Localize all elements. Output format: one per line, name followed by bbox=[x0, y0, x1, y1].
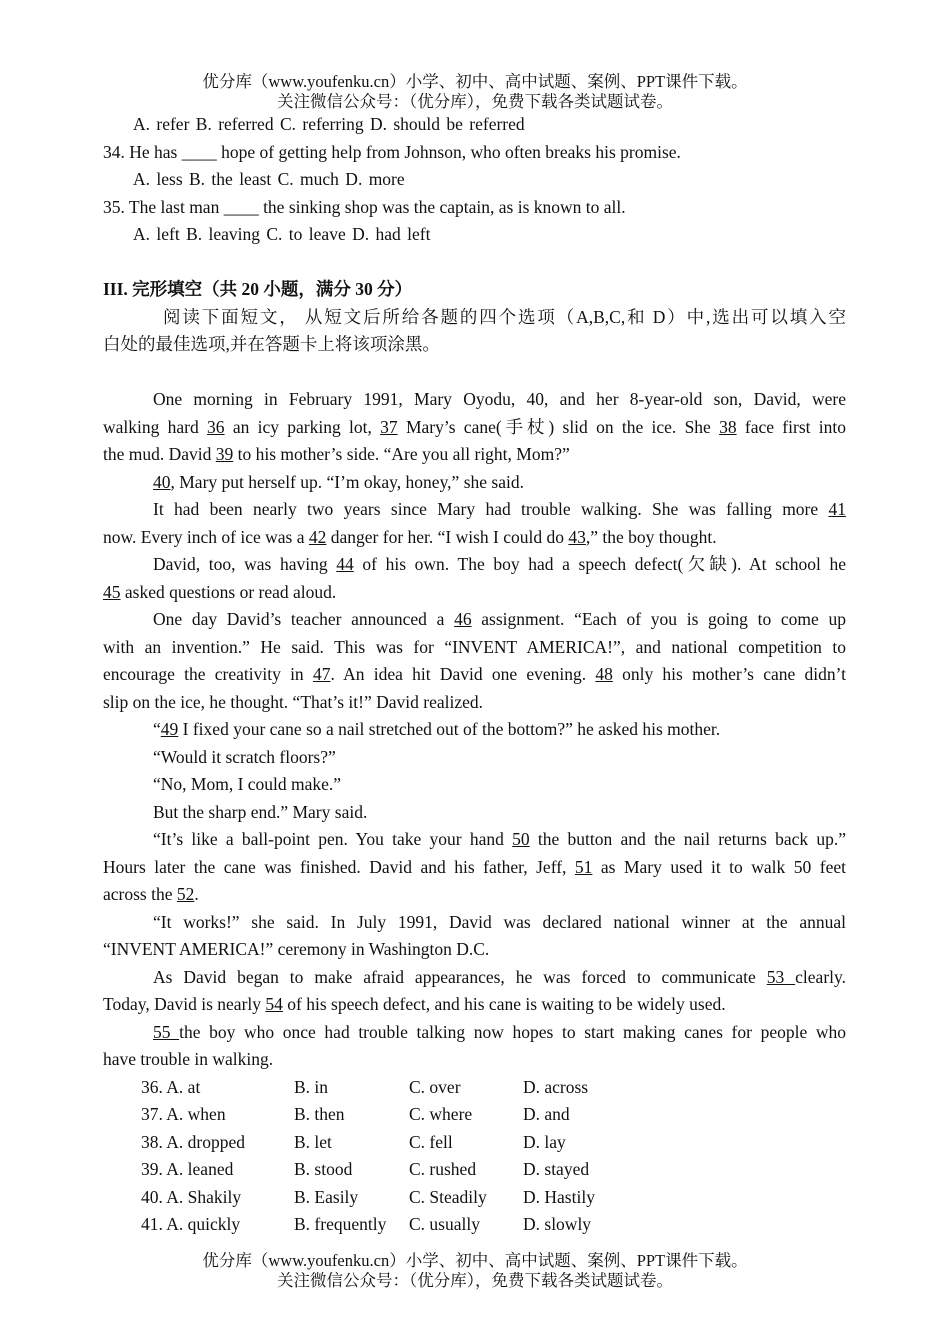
section-instructions-2: 白处的最佳选项,并在答题卡上将该项涂黑。 bbox=[103, 334, 440, 354]
choice-d: D. across bbox=[523, 1077, 589, 1097]
passage-p12-line2: Today, David is nearly 54 of his speech defect, and his cane is waiting to be widely used. bbox=[103, 994, 726, 1014]
passage-p5-line3: encourage the creativity in 47. An idea hit David one evening. 48 only his mother’s cane didn’t bbox=[103, 664, 847, 684]
blank-36: 36 bbox=[207, 417, 225, 437]
blank-39: 39 bbox=[215, 444, 234, 464]
blank-40: 40 bbox=[153, 472, 171, 492]
q34-options: A. less B. the least C. much D. more bbox=[133, 169, 405, 189]
blank-38: 38 bbox=[719, 417, 737, 437]
choice-b: B. let bbox=[294, 1132, 332, 1152]
blank-41: 41 bbox=[828, 499, 846, 519]
header-line-2: 关注微信公众号：（优分库），免费下载各类试题试卷。 bbox=[277, 92, 673, 111]
choice-c: C. rushed bbox=[409, 1159, 477, 1179]
blank-47: 47 bbox=[312, 664, 331, 684]
passage-p10-line2: Hours later the cane was finished. David and his father, Jeff, 51 as Mary used it to walk 50 feet bbox=[103, 857, 847, 877]
blank-55: 55 bbox=[153, 1022, 180, 1042]
passage-p11-line1: “It works!” she said. In July 1991, David was declared national winner at the annual bbox=[153, 912, 846, 932]
passage-p13-line1: 55 the boy who once had trouble talking now hopes to start making canes for people who bbox=[153, 1022, 846, 1042]
passage-p1-line1: One morning in February 1991, Mary Oyodu, 40, and her 8-year-old son, David, were bbox=[153, 389, 846, 409]
blank-49: 49 bbox=[160, 719, 179, 739]
passage-p5-line2: with an invention.” He said. This was for “INVENT AMERICA!”, and national competition to bbox=[103, 637, 846, 657]
choice-b: B. then bbox=[294, 1104, 345, 1124]
passage-p4-line1: David, too, was having 44 of his own. The boy had a speech defect(欠缺). At school he bbox=[153, 554, 846, 574]
footer-line-2: 关注微信公众号：（优分库），免费下载各类试题试卷。 bbox=[277, 1271, 673, 1290]
choice-d: D. Hastily bbox=[523, 1187, 595, 1207]
q35-stem: 35. The last man ____ the sinking shop was the captain, as is known to all. bbox=[103, 197, 626, 217]
passage-p13-line2: have trouble in walking. bbox=[103, 1049, 274, 1069]
blank-45: 45 bbox=[103, 582, 121, 602]
blank-44: 44 bbox=[336, 554, 354, 574]
choice-b: B. in bbox=[294, 1077, 329, 1097]
passage-p5-line4: slip on the ice, he thought. “That’s it!” David realized. bbox=[103, 692, 484, 712]
choice-num-a: 38. A. dropped bbox=[141, 1132, 246, 1152]
choice-d: D. lay bbox=[523, 1132, 566, 1152]
choice-num-a: 39. A. leaned bbox=[141, 1159, 234, 1179]
blank-54: 54 bbox=[265, 994, 283, 1014]
passage-p3-line1: It had been nearly two years since Mary had trouble walking. She was falling more 41 bbox=[153, 499, 846, 519]
passage-p4-line2: 45 asked questions or read aloud. bbox=[103, 582, 337, 602]
choice-num-a: 37. A. when bbox=[141, 1104, 226, 1124]
choice-b: B. stood bbox=[294, 1159, 353, 1179]
passage-p9: But the sharp end.” Mary said. bbox=[153, 802, 368, 822]
passage-p10-line3: across the 52. bbox=[103, 884, 199, 904]
choice-c: C. over bbox=[409, 1077, 461, 1097]
passage-p8: “No, Mom, I could make.” bbox=[153, 774, 342, 794]
passage-p7: “Would it scratch floors?” bbox=[153, 747, 336, 767]
passage-p12-line1: As David began to make afraid appearances, he was forced to communicate 53 clearly. bbox=[153, 967, 846, 987]
footer-line-1: 优分库（www.youfenku.cn）小学、初中、高中试题、案例、PPT课件下载。 bbox=[202, 1251, 748, 1270]
choice-b: B. Easily bbox=[294, 1187, 359, 1207]
passage-p2: 40, Mary put herself up. “I’m okay, honey,” she said. bbox=[153, 472, 524, 492]
section-title: III. 完形填空（共 20 小题，满分 30 分） bbox=[103, 279, 413, 299]
choice-d: D. slowly bbox=[523, 1214, 592, 1234]
passage-p11-line2: “INVENT AMERICA!” ceremony in Washington D.C. bbox=[103, 939, 490, 959]
choice-c: C. fell bbox=[409, 1132, 453, 1152]
passage-p1-line3: the mud. David 39 to his mother’s side. “Are you all right, Mom?” bbox=[103, 444, 570, 464]
choice-c: C. Steadily bbox=[409, 1187, 487, 1207]
passage-p1-line2: walking hard 36 an icy parking lot, 37 Mary’s cane(手杖) slid on the ice. She 38 face first into bbox=[103, 417, 846, 437]
choice-num-a: 40. A. Shakily bbox=[141, 1187, 242, 1207]
blank-52: 52 bbox=[176, 884, 195, 904]
q34-stem: 34. He has ____ hope of getting help from Johnson, who often breaks his promise. bbox=[103, 142, 681, 162]
passage-p10-line1: “It’s like a ball-point pen. You take your hand 50 the button and the nail returns back up.” bbox=[153, 829, 847, 849]
blank-53: 53 bbox=[766, 967, 796, 987]
blank-48: 48 bbox=[595, 664, 613, 684]
blank-46: 46 bbox=[454, 609, 472, 629]
passage-p5-line1: One day David’s teacher announced a 46 assignment. “Each of you is going to come up bbox=[153, 609, 846, 629]
blank-50: 50 bbox=[512, 829, 530, 849]
choice-d: D. and bbox=[523, 1104, 570, 1124]
q33-options: A. refer B. referred C. referring D. should be referred bbox=[133, 114, 525, 134]
blank-51: 51 bbox=[574, 857, 593, 877]
passage-p6: “49 I fixed your cane so a nail stretched out of the bottom?” he asked his mother. bbox=[153, 719, 721, 739]
choice-d: D. stayed bbox=[523, 1159, 590, 1179]
choice-c: C. where bbox=[409, 1104, 473, 1124]
section-instructions-1: 阅读下面短文， 从短文后所给各题的四个选项（A,B,C,和 D）中,选出可以填入空 bbox=[163, 307, 846, 327]
blank-37: 37 bbox=[380, 417, 398, 437]
choice-b: B. frequently bbox=[294, 1214, 387, 1234]
choice-num-a: 41. A. quickly bbox=[141, 1214, 241, 1234]
blank-42: 42 bbox=[308, 527, 327, 547]
blank-43: 43 bbox=[568, 527, 586, 547]
choice-num-a: 36. A. at bbox=[141, 1077, 201, 1097]
passage-p3-line2: now. Every inch of ice was a 42 danger for her. “I wish I could do 43,” the boy thought. bbox=[103, 527, 717, 547]
header-line-1: 优分库（www.youfenku.cn）小学、初中、高中试题、案例、PPT课件下载。 bbox=[202, 72, 748, 91]
q35-options: A. left B. leaving C. to leave D. had left bbox=[133, 224, 431, 244]
choice-c: C. usually bbox=[409, 1214, 480, 1234]
